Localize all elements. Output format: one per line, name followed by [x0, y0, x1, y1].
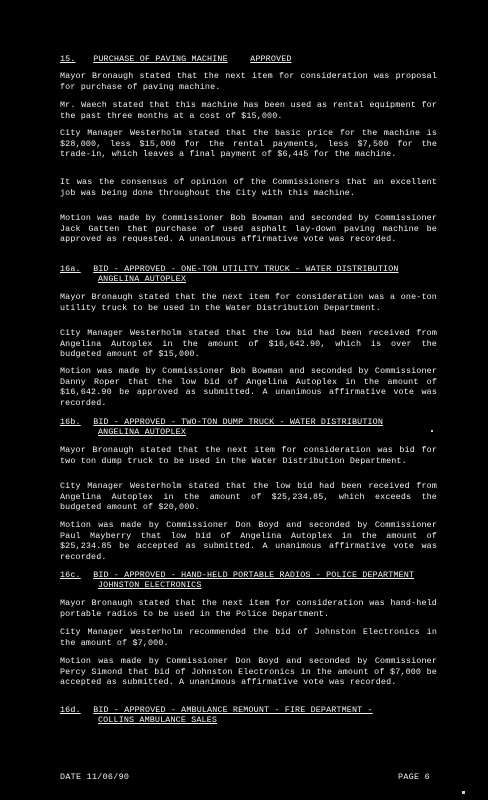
paragraph: Mayor Bronaugh stated that the next item for consideration was bid for two ton dump truck to be used in the Water Distribution Department.: [60, 445, 437, 466]
footer-page-number: PAGE 6: [398, 772, 430, 782]
section-subtitle: ANGELINA AUTOPLEX: [98, 427, 186, 437]
paragraph: City Manager Westerholm stated that the low bid had been received from Angelina Autoplex in the amount of $16,642.90, which is over the budgeted amount of $15,000.: [60, 328, 437, 360]
section-heading-16b: [60, 417, 437, 437]
section-title: BID - APPROVED - ONE-TON UTILITY TRUCK - WATER DISTRIBUTION: [93, 264, 399, 274]
paragraph: Mayor Bronaugh stated that the next item for consideration was hand-held portable radios to be used in the Police Department.: [60, 598, 437, 619]
section-subtitle: JOHNSTON ELECTRONICS: [98, 580, 202, 590]
paragraph: Motion was made by Commissioner Don Boyd and seconded by Commissioner Paul Mayberry that low bid of Angelina Autoplex in the amount of $25,234.85 be accepted as submitted. A unanimous affirmative vote was recorded.: [60, 520, 437, 562]
section-heading-15: [60, 54, 437, 64]
section-status: APPROVED: [250, 54, 292, 64]
section-number: 16a.: [60, 264, 81, 274]
section-heading-16a: [60, 264, 437, 284]
paragraph: Motion was made by Commissioner Bob Bowman and seconded by Commissioner Danny Roper that the low bid of Angelina Autoplex in the amount of $16,642.90 be approved as submitted. A unanimous affirmative vote was recorded.: [60, 366, 437, 408]
paragraph: Mayor Bronaugh stated that the next item for consideration was proposal for purchase of paving machine.: [60, 71, 437, 92]
paragraph: It was the consensus of opinion of the Commissioners that an excellent job was being done throughout the City with this machine.: [60, 177, 437, 198]
paragraph: Mayor Bronaugh stated that the next item for consideration was a one-ton utility truck to be used in the Water Distribution Department.: [60, 292, 437, 313]
scan-speck: [431, 430, 433, 432]
section-number: 16d.: [60, 705, 81, 715]
section-heading-16c: [60, 570, 437, 590]
paragraph: City Manager Westerholm stated that the low bid had been received from Angelina Autoplex in the amount of $25,234.85, which exceeds the budgeted amount of $20,000.: [60, 481, 437, 513]
scan-speck: [462, 791, 465, 794]
section-title: BID - APPROVED - TWO-TON DUMP TRUCK - WATER DISTRIBUTION: [93, 417, 384, 427]
section-subtitle: ANGELINA AUTOPLEX: [98, 274, 186, 284]
section-number: 16b.: [60, 417, 81, 427]
section-title: PURCHASE OF PAVING MACHINE: [93, 54, 228, 64]
section-number: 15.: [60, 54, 76, 64]
section-subtitle: COLLINS AMBULANCE SALES: [98, 715, 218, 725]
section-title: BID - APPROVED - HAND-HELD PORTABLE RADIOS - POLICE DEPARTMENT: [93, 570, 415, 580]
section-title: BID - APPROVED - AMBULANCE REMOUNT - FIRE DEPARTMENT -: [93, 705, 373, 715]
paragraph: City Manager Westerholm recommended the bid of Johnston Electronics in the amount of $7,000.: [60, 627, 437, 648]
footer-date: DATE 11/06/90: [60, 772, 130, 782]
section-heading-16d: [60, 705, 437, 725]
paragraph: Mr. Waech stated that this machine has been used as rental equipment for the past three months at a cost of $15,000.: [60, 100, 437, 121]
paragraph: Motion was made by Commissioner Bob Bowman and seconded by Commissioner Jack Gatten that purchase of used asphalt lay-down paving machine be approved as requested. A unanimous affirmative vote was recorded.: [60, 213, 437, 245]
section-number: 16c.: [60, 570, 81, 580]
paragraph: Motion was made by Commissioner Don Boyd and seconded by Commissioner Percy Simond that bid of Johnston Electronics in the amount of $7,000 be accepted as submitted. A unanimous affirmative vote was recorded.: [60, 656, 437, 688]
paragraph: City Manager Westerholm stated that the basic price for the machine is $28,000, less $15,000 for the rental payments, less $7,500 for the trade-in, which leaves a final payment of $6,445 for the machine.: [60, 128, 437, 160]
